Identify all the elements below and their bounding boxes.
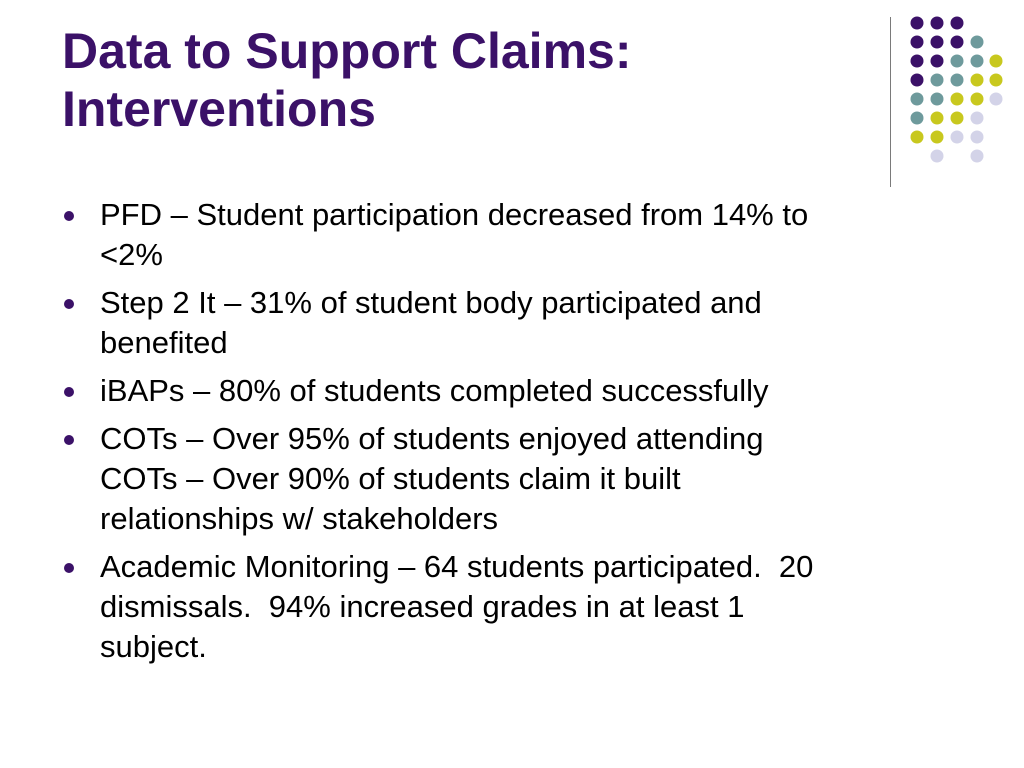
decorative-dot (971, 112, 984, 125)
decorative-dot (971, 150, 984, 163)
bullet-text-line: iBAPs – 80% of students completed successfully (100, 373, 769, 408)
bullet-list (62, 195, 982, 675)
decorative-dot (951, 112, 964, 125)
decorative-dot (911, 131, 924, 144)
decorative-dot (931, 74, 944, 87)
decorative-dot (931, 112, 944, 125)
decorative-dot (931, 150, 944, 163)
decorative-dot (971, 93, 984, 106)
decorative-dot (971, 36, 984, 49)
bullet-text-line: subject. (100, 629, 207, 664)
decorative-dot (951, 36, 964, 49)
decorative-dot (971, 131, 984, 144)
decorative-dot (911, 112, 924, 125)
bullet-text-line: relationships w/ stakeholders (100, 501, 499, 536)
bullet-text-line: COTs – Over 90% of students claim it built (100, 461, 681, 496)
bullet-text-line: <2% (100, 237, 163, 272)
bullet-text-line: COTs – Over 95% of students enjoyed attending (100, 421, 764, 456)
decorative-dot (951, 74, 964, 87)
bullet-dot (64, 299, 74, 309)
decorative-dot (931, 131, 944, 144)
decorative-dot (911, 74, 924, 87)
bullet-text-line: Step 2 It – 31% of student body participated and (100, 285, 762, 320)
decorative-dot (931, 93, 944, 106)
decorative-dot-grid (0, 0, 1024, 200)
bullet-dot (64, 563, 74, 573)
bullet-ibaps (62, 371, 982, 411)
decorative-dot (951, 55, 964, 68)
decorative-dot (990, 55, 1003, 68)
bullet-text-line: PFD – Student participation decreased from 14% to (100, 197, 809, 232)
bullet-text-line: dismissals. 94% increased grades in at least 1 (100, 589, 745, 624)
slide-title-line-1: Data to Support Claims: (62, 23, 632, 79)
decorative-dot (971, 55, 984, 68)
decorative-dot (951, 17, 964, 30)
decorative-dot (911, 17, 924, 30)
decorative-dot (951, 93, 964, 106)
decorative-dot (911, 55, 924, 68)
decorative-dot (931, 17, 944, 30)
slide-title-line-2: Interventions (62, 81, 376, 137)
decorative-dot (951, 131, 964, 144)
decorative-dot (931, 36, 944, 49)
bullet-text-line: Academic Monitoring – 64 students participated. 20 (100, 549, 814, 584)
bullet-dot (64, 387, 74, 397)
decorative-dot (990, 93, 1003, 106)
decorative-dot (971, 74, 984, 87)
bullet-dot (64, 211, 74, 221)
bullet-pfd (62, 195, 982, 275)
bullet-dot (64, 435, 74, 445)
decorative-dot (931, 55, 944, 68)
bullet-cots (62, 419, 982, 539)
bullet-step-2-it (62, 283, 982, 363)
bullet-academic-monitoring (62, 547, 982, 667)
decorative-dot (990, 74, 1003, 87)
decorative-dot (911, 36, 924, 49)
decorative-dot (911, 93, 924, 106)
bullet-text-line: benefited (100, 325, 228, 360)
